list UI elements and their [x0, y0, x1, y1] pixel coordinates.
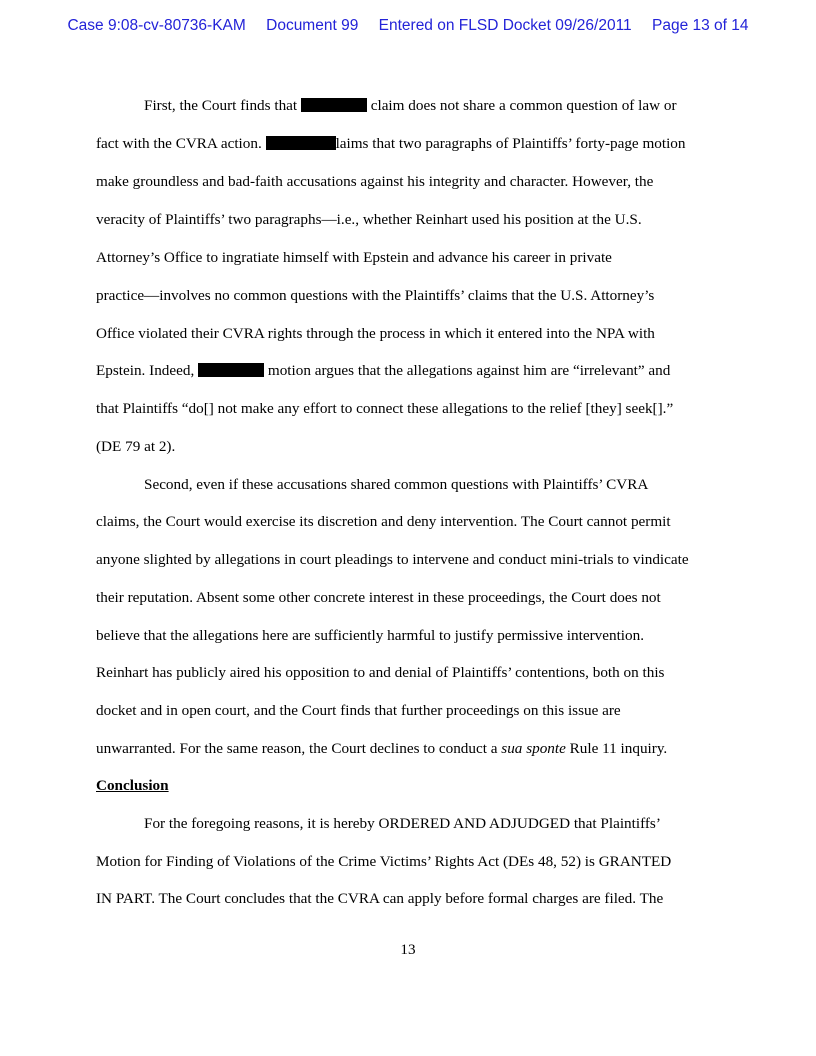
docket-entry: Entered on FLSD Docket 09/26/2011	[378, 17, 632, 34]
redaction	[198, 363, 264, 377]
text: First, the Court finds that	[144, 97, 298, 114]
document-number: Document 99	[266, 17, 359, 34]
text: motion argues that the allegations against him are “irrelevant” and	[267, 362, 671, 379]
conclusion-heading: Conclusion	[96, 777, 169, 794]
p3-line-1: For the foregoing reasons, it is hereby ORDERED AND ADJUDGED that Plaintiffs’	[144, 815, 661, 832]
p2-line-2: claims, the Court would exercise its discretion and deny intervention. The Court cannot permit	[96, 513, 671, 530]
p1-line-6: practice—involves no common questions with the Plaintiffs’ claims that the U.S. Attorney’s	[96, 287, 655, 304]
p1-line-8	[96, 361, 670, 381]
p2-line-4: their reputation. Absent some other concrete interest in these proceedings, the Court does not	[96, 589, 661, 606]
p1-line-2	[96, 134, 686, 154]
page-number: 13	[400, 941, 416, 958]
p1-line-1	[144, 96, 677, 116]
text: Rule 11 inquiry.	[565, 740, 668, 757]
text: fact with the CVRA action.	[96, 135, 262, 152]
p3-line-2: Motion for Finding of Violations of the Crime Victims’ Rights Act (DEs 48, 52) is GRANTED	[96, 853, 672, 870]
p1-line-4: veracity of Plaintiffs’ two paragraphs—i.e., whether Reinhart used his position at the U.S.	[96, 211, 642, 228]
p1-line-10: (DE 79 at 2).	[96, 438, 176, 455]
case-number: Case 9:08-cv-80736-KAM	[67, 17, 246, 34]
p2-line-1: Second, even if these accusations shared common questions with Plaintiffs’ CVRA	[144, 476, 649, 493]
p1-line-7: Office violated their CVRA rights through the process in which it entered into the NPA with	[96, 325, 655, 342]
p1-line-5: Attorney’s Office to ingratiate himself with Epstein and advance his career in private	[96, 249, 612, 266]
redaction	[266, 136, 336, 150]
page-indicator: Page 13 of 14	[652, 17, 749, 34]
p1-line-3: make groundless and bad-faith accusations against his integrity and character. However, the	[96, 173, 654, 190]
p2-line-7: docket and in open court, and the Court finds that further proceedings on this issue are	[96, 702, 621, 719]
redaction	[301, 98, 367, 112]
p2-line-8	[96, 739, 667, 759]
p3-line-3: IN PART. The Court concludes that the CVRA can apply before formal charges are filed. The	[96, 890, 664, 907]
p2-line-6: Reinhart has publicly aired his opposition to and denial of Plaintiffs’ contentions, both on this	[96, 664, 665, 681]
p2-line-5: believe that the allegations here are sufficiently harmful to justify permissive intervention.	[96, 627, 644, 644]
text: claim does not share a common question of law or	[370, 97, 677, 114]
text: Epstein. Indeed,	[96, 362, 195, 379]
italic-text: sua sponte	[501, 740, 566, 757]
docket-header	[0, 17, 816, 35]
p2-line-3: anyone slighted by allegations in court pleadings to intervene and conduct mini-trials to vindicate	[96, 551, 689, 568]
p1-line-9: that Plaintiffs “do[] not make any effort to connect these allegations to the relief [they] seek[].”	[96, 400, 674, 417]
text: laims that two paragraphs of Plaintiffs’ forty-page motion	[335, 135, 686, 152]
text: unwarranted. For the same reason, the Court declines to conduct a	[96, 740, 502, 757]
